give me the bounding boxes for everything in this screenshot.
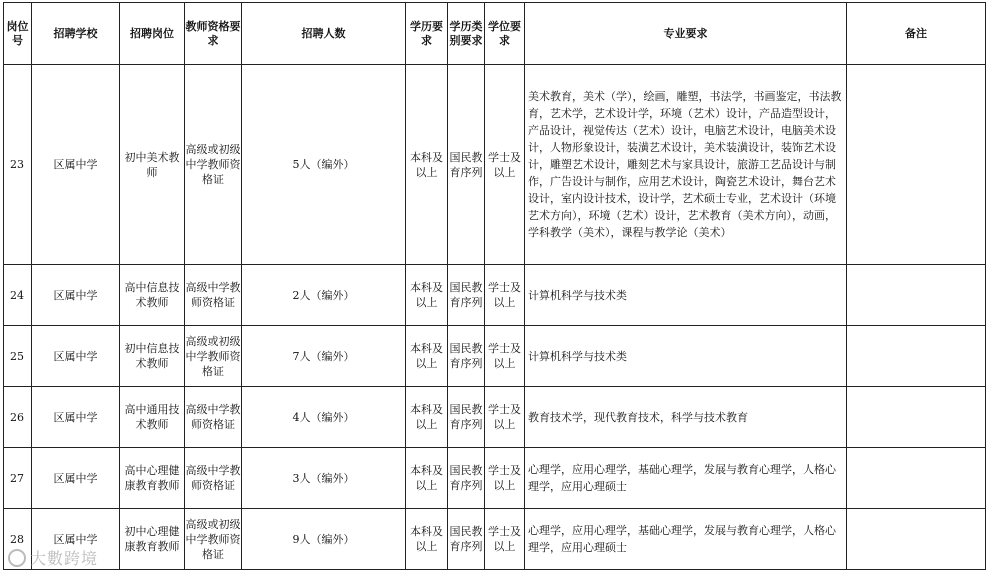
cell-edu-type: 国民教育序列 <box>448 387 485 448</box>
cell-id: 27 <box>4 448 32 509</box>
watermark-text: 大數跨境 <box>30 549 99 568</box>
cell-notes <box>847 326 986 387</box>
header-degree: 学位要求 <box>485 3 525 65</box>
cell-major: 心理学，应用心理学，基础心理学，发展与教育心理学，人格心理学，应用心理硕士 <box>525 448 847 509</box>
cell-degree: 学士及以上 <box>485 448 525 509</box>
header-school: 招聘学校 <box>32 3 120 65</box>
cell-cert: 高级中学教师资格证 <box>185 265 242 326</box>
cell-count: 4人（编外） <box>242 387 406 448</box>
cell-notes <box>847 265 986 326</box>
cell-count: 7人（编外） <box>242 326 406 387</box>
cell-edu: 本科及以上 <box>406 326 448 387</box>
cell-id: 23 <box>4 65 32 265</box>
cell-notes <box>847 65 986 265</box>
cell-major: 教育技术学，现代教育技术，科学与技术教育 <box>525 387 847 448</box>
header-edu-type: 学历类别要求 <box>448 3 485 65</box>
cell-id: 25 <box>4 326 32 387</box>
cell-edu-type: 国民教育序列 <box>448 448 485 509</box>
cell-edu: 本科及以上 <box>406 265 448 326</box>
watermark <box>8 546 98 569</box>
header-notes: 备注 <box>847 3 986 65</box>
cell-cert: 高级中学教师资格证 <box>185 448 242 509</box>
cell-cert: 高级或初级中学教师资格证 <box>185 65 242 265</box>
cell-degree: 学士及以上 <box>485 326 525 387</box>
cell-position: 高中通用技术教师 <box>120 387 185 448</box>
table-row <box>4 65 986 265</box>
cell-school: 区属中学 <box>32 265 120 326</box>
cell-cert: 高级或初级中学教师资格证 <box>185 326 242 387</box>
header-position: 招聘岗位 <box>120 3 185 65</box>
cell-position: 高中信息技术教师 <box>120 265 185 326</box>
cell-major: 美术教育，美术（学），绘画，雕塑，书法学，书画鉴定，书法教育，艺术学，艺术设计学，环境（艺术）设计，产品造型设计，产品设计，视觉传达（艺术）设计，电脑艺术设计，电脑美术设计，人物形象设计，装潢艺术设计，美术装潢设计，装饰艺术设计，雕塑艺术设计，雕刻艺术与家具设计，旅游工艺品设计与制作，广告设计与制作，应用艺术设计，陶瓷艺术设计，舞台艺术设计，室内设计技术，设计学，艺术硕士专业，艺术设计（环境艺术方向），环境（艺术）设计，艺术教育（美术方向），动画，学科教学（美术），课程与教学论（美术） <box>525 65 847 265</box>
cell-school: 区属中学 <box>32 509 120 570</box>
table-row <box>4 509 986 570</box>
cell-degree: 学士及以上 <box>485 265 525 326</box>
cell-notes <box>847 448 986 509</box>
cell-school: 区属中学 <box>32 65 120 265</box>
header-id: 岗位号 <box>4 3 32 65</box>
table-row <box>4 265 986 326</box>
cell-degree: 学士及以上 <box>485 509 525 570</box>
cell-degree: 学士及以上 <box>485 387 525 448</box>
header-major: 专业要求 <box>525 3 847 65</box>
cell-edu: 本科及以上 <box>406 448 448 509</box>
cell-school: 区属中学 <box>32 326 120 387</box>
cell-notes <box>847 509 986 570</box>
cell-edu-type: 国民教育序列 <box>448 65 485 265</box>
header-row <box>4 3 986 65</box>
cell-edu: 本科及以上 <box>406 509 448 570</box>
cell-edu: 本科及以上 <box>406 65 448 265</box>
header-edu: 学历要求 <box>406 3 448 65</box>
table-row <box>4 448 986 509</box>
cell-id: 24 <box>4 265 32 326</box>
cell-position: 初中信息技术教师 <box>120 326 185 387</box>
cell-school: 区属中学 <box>32 448 120 509</box>
cell-edu: 本科及以上 <box>406 387 448 448</box>
table-row <box>4 326 986 387</box>
cell-major: 心理学，应用心理学，基础心理学，发展与教育心理学，人格心理学，应用心理硕士 <box>525 509 847 570</box>
cell-id: 26 <box>4 387 32 448</box>
table-row <box>4 387 986 448</box>
cell-cert: 高级或初级中学教师资格证 <box>185 509 242 570</box>
header-count: 招聘人数 <box>242 3 406 65</box>
watermark-logo-icon <box>8 549 26 567</box>
cell-degree: 学士及以上 <box>485 65 525 265</box>
cell-notes <box>847 387 986 448</box>
cell-position: 初中美术教师 <box>120 65 185 265</box>
cell-count: 3人（编外） <box>242 448 406 509</box>
cell-position: 初中心理健康教育教师 <box>120 509 185 570</box>
cell-school: 区属中学 <box>32 387 120 448</box>
cell-edu-type: 国民教育序列 <box>448 509 485 570</box>
cell-count: 5人（编外） <box>242 65 406 265</box>
cell-count: 2人（编外） <box>242 265 406 326</box>
cell-edu-type: 国民教育序列 <box>448 265 485 326</box>
cell-count: 9人（编外） <box>242 509 406 570</box>
cell-position: 高中心理健康教育教师 <box>120 448 185 509</box>
recruitment-table <box>3 2 986 570</box>
cell-major: 计算机科学与技术类 <box>525 326 847 387</box>
header-cert: 教师资格要求 <box>185 3 242 65</box>
cell-major: 计算机科学与技术类 <box>525 265 847 326</box>
cell-cert: 高级中学教师资格证 <box>185 387 242 448</box>
cell-id: 28 <box>4 509 32 570</box>
cell-edu-type: 国民教育序列 <box>448 326 485 387</box>
